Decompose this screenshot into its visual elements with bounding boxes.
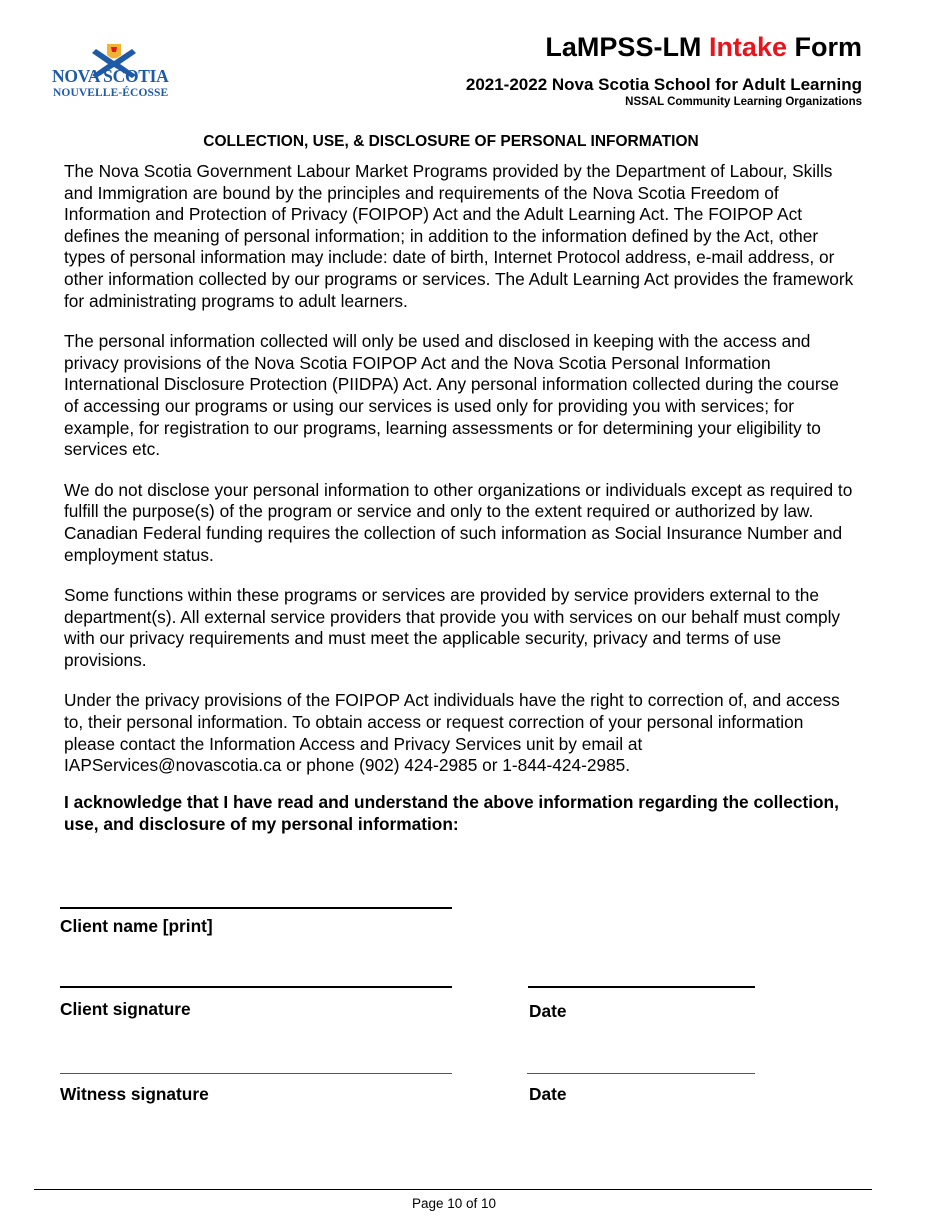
client-date-line[interactable] bbox=[528, 986, 755, 988]
witness-signature-line[interactable] bbox=[60, 1073, 452, 1074]
client-name-line[interactable] bbox=[60, 907, 452, 909]
form-title-part1: LaMPSS-LM bbox=[545, 32, 709, 62]
section-heading: COLLECTION, USE, & DISCLOSURE OF PERSONAL INFORMATION bbox=[203, 133, 699, 150]
witness-date-line[interactable] bbox=[527, 1073, 755, 1074]
footer-divider bbox=[34, 1189, 872, 1190]
form-subtitle: 2021-2022 Nova Scotia School for Adult Learning bbox=[465, 75, 862, 94]
witness-signature-label: Witness signature bbox=[60, 1084, 209, 1104]
paragraph: The Nova Scotia Government Labour Market Programs provided by the Department of Labour, Skills and Immigration are bound by the principles and requirements of the Nova Scotia Freedom of Information and Protection of Privacy (FOIPOP) Act and the Adult Learning Act. The FOIPOP Act defines the meaning of personal information; in addition to the information defined by the Act, other types of personal information may include: date of birth, Internet Protocol address, e-mail address, or other information collected by our programs or services. The Adult Learning Act provides the framework for administrating programs to adult learners. bbox=[64, 161, 854, 311]
client-signature-label: Client signature bbox=[60, 999, 191, 1019]
client-name-label: Client name [print] bbox=[60, 916, 213, 936]
paragraph: Some functions within these programs or services are provided by service providers external to the department(s). All external service providers that provide you with services on our behalf must comply with our privacy requirements and must meet the applicable security, privacy and terms of use provisions. bbox=[64, 585, 841, 670]
acknowledgement-statement: I acknowledge that I have read and understand the above information regarding the collection, use, and disclosure of my personal information: bbox=[64, 792, 839, 834]
paragraph: Under the privacy provisions of the FOIPOP Act individuals have the right to correction of, and access to, their personal information. To obtain access or request correction of your personal information please contact the Information Access and Privacy Services unit by email at IAPServices@novascotia.ca or phone (902) 424-2985 or 1-844-424-2985. bbox=[64, 690, 840, 776]
page-number: Page 10 of 10 bbox=[411, 1196, 497, 1211]
paragraph: The personal information collected will only be used and disclosed in keeping with the access and privacy provisions of the Nova Scotia FOIPOP Act and the Nova Scotia Personal Information International Disclosure Protection (PIIDPA) Act. Any personal information collected during the course of accessing our programs or using our services is used only for providing you with services; for example, for registration to our programs, learning assessments or for determining your eligibility to services etc. bbox=[64, 331, 839, 460]
form-title-accent: Intake bbox=[708, 32, 787, 62]
paragraph: We do not disclose your personal information to other organizations or individuals except as required to fulfill the purpose(s) of the program or service and only to the extent required or authorized by law. Canadian Federal funding requires the collection of such information as Social Insurance Number and employment status. bbox=[64, 479, 853, 565]
form-title-part2: Form bbox=[786, 32, 862, 62]
client-date-label: Date bbox=[529, 1001, 567, 1021]
witness-date-label: Date bbox=[529, 1084, 567, 1104]
privacy-statement bbox=[64, 161, 854, 796]
logo-title: NOVA SCOTIA bbox=[52, 66, 169, 86]
logo-subtitle: NOUVELLE-ÉCOSSE bbox=[53, 87, 169, 99]
form-subtitle-organizations: NSSAL Community Learning Organizations bbox=[625, 96, 862, 108]
nova-scotia-logo bbox=[52, 44, 192, 104]
form-title bbox=[545, 32, 862, 63]
client-signature-line[interactable] bbox=[60, 986, 452, 988]
